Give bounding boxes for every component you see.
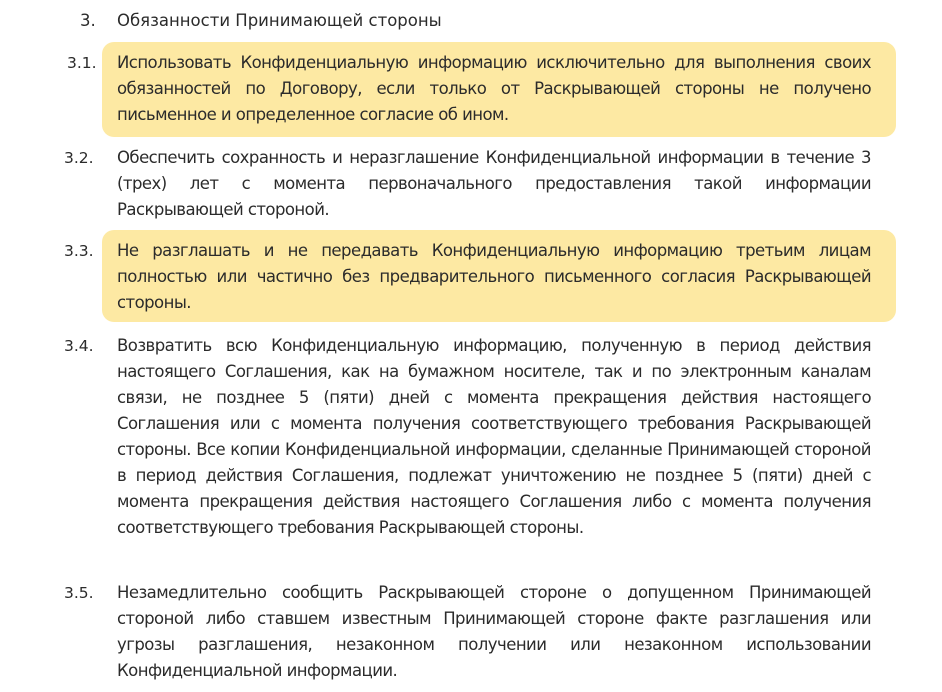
clause-number: 3.2. <box>64 149 94 167</box>
clause-text: Обеспечить сохранность и неразглашение Конфиденциальной информации в течение 3 (трех) лет с момента первоначального предоставления такой информации Раскрывающей стороной. <box>117 148 871 219</box>
clause-text: Использовать Конфиденциальную информацию исключительно для выполнения своих обязанностей по Договору, если только от Раскрывающей стороны не получено письменное и определенное согласие об ином. <box>117 53 871 124</box>
section-number: 3. <box>80 11 96 30</box>
clause-number: 3.5. <box>64 584 94 602</box>
clause-number: 3.3. <box>64 242 94 260</box>
section-title: Обязанности Принимающей стороны <box>117 11 442 30</box>
clause-text: Возвратить всю Конфиденциальную информацию, полученную в период действия настоящего Соглашения, как на бумажном носителе, так и по электронным каналам связи, не позднее 5 (пяти) дней с момента прекращения действия настоящего Соглашения или с момента получения соответствующего требования Раскрывающей стороны. Все копии Конфиденциальной информации, сделанные Принимающей стороной в период действия Соглашения, подлежат уничтожению не позднее 5 (пяти) дней с момента прекращения действия настоящего Соглашения либо с момента получения соответствующего требования Раскрывающей стороны. <box>117 336 871 537</box>
clause-text: Не разглашать и не передавать Конфиденциальную информацию третьим лицам полностью или частично без предварительного письменного согласия Раскрывающей стороны. <box>117 241 871 312</box>
clause-number: 3.4. <box>64 337 94 355</box>
clause-number: 3.1. <box>67 54 97 72</box>
section-heading <box>0 8 942 34</box>
clause-text: Незамедлительно сообщить Раскрывающей стороне о допущенном Принимающей стороной либо ставшем известным Принимающей стороне факте разглашения или угрозы разглашения, незаконном получении или незаконном использовании Конфиденциальной информации. <box>117 583 871 680</box>
